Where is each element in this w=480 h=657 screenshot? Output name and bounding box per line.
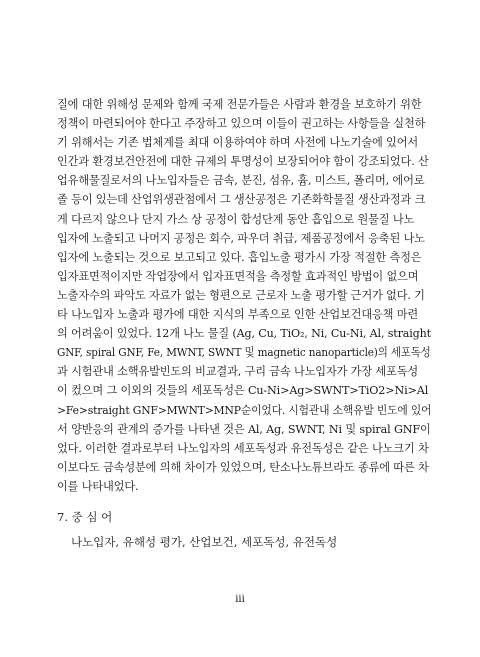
paragraph-line: GNF, spiral GNF, Fe, MWNT, SWNT 및 magnetic nanoparticle)의 세포독성 bbox=[57, 346, 431, 360]
section-heading: 7. 중 심 어 bbox=[57, 510, 113, 524]
page-number: iii bbox=[235, 594, 245, 605]
paragraph-line: 정책이 마련되어야 한다고 주장하고 있으며 이들이 권고하는 사항들을 실천하 bbox=[57, 117, 426, 131]
paragraph-line: 타 나노입자 노출과 평가에 대한 지식의 부족으로 인한 산업보건대응책 마련 bbox=[57, 308, 419, 322]
paragraph-line: 졸 등이 있는데 산업위생관점에서 그 생산공정은 기존화학물질 생산과정과 크 bbox=[57, 193, 426, 207]
paragraph-line: 인간과 환경보건안전에 대한 규제의 투명성이 보장되어야 함이 강조되었다. 산 bbox=[57, 155, 429, 169]
paragraph-line: 노출자수의 파악도 자료가 없는 형편으로 근로자 노출 평가할 근거가 없다. 기 bbox=[57, 288, 425, 302]
paragraph-line: 과 시험관내 소핵유발빈도의 비교결과, 구리 금속 나노입자가 가장 세포독성 bbox=[57, 365, 419, 379]
keywords-list: 나노입자, 유해성 평가, 산업보건, 세포독성, 유전독성 bbox=[71, 535, 338, 549]
paragraph-line: 입자에 노출되고 나머지 공정은 회수, 파우더 취급, 제품공정에서 응축된 나노 bbox=[57, 231, 425, 245]
paragraph-line: 이를 나타내었다. bbox=[57, 479, 139, 493]
paragraph-line: 이 컸으며 그 이외의 것들의 세포독성은 Cu-Ni>Ag>SWNT>TiO2>Ni>Al bbox=[57, 384, 429, 398]
summary-paragraph bbox=[57, 95, 431, 496]
paragraph-line: 기 위해서는 기존 법체계를 최대 이용하여야 하며 사전에 나노기술에 있어서 bbox=[57, 136, 419, 150]
paragraph-line: 입자에 노출되는 것으로 보고되고 있다. 흡입노출 평가시 가장 적절한 측정은 bbox=[57, 250, 422, 264]
paragraph-line: 었다. 이러한 결과로부터 나노입자의 세포독성과 유전독성은 같은 나노크기 차 bbox=[57, 441, 429, 455]
paragraph-line: 업유해물질로서의 나노입자들은 금속, 분진, 섬유, 흄, 미스트, 폴리머, 에어로 bbox=[57, 174, 425, 188]
paragraph-line: 서 양반응의 관계의 증가를 나타낸 것은 Al, Ag, SWNT, Ni 및 spiral GNF이 bbox=[57, 422, 431, 436]
paragraph-line: 의 어려움이 있었다. 12개 나노 물질 (Ag, Cu, TiO₂, Ni, Cu-Ni, Al, straight bbox=[57, 327, 431, 341]
paragraph-line: 입자표면적이지만 작업장에서 입자표면적을 측정할 효과적인 방법이 없으며 bbox=[57, 269, 419, 283]
paragraph-line: >Fe>straight GNF>MWNT>MNP순이었다. 시험관내 소핵유발 빈도에 있어 bbox=[57, 403, 432, 417]
paragraph-line: 게 다르지 않으나 단지 가스 상 공정이 합성단계 동안 흡입으로 원물질 나노 bbox=[57, 212, 415, 226]
paragraph-line: 이보다도 금속성분에 의해 차이가 있었으며, 탄소나노튜브라도 종류에 따른 차 bbox=[57, 460, 429, 474]
paragraph-line: 질에 대한 위해성 문제와 함께 국제 전문가들은 사람과 환경을 보호하기 위한 bbox=[57, 98, 422, 111]
